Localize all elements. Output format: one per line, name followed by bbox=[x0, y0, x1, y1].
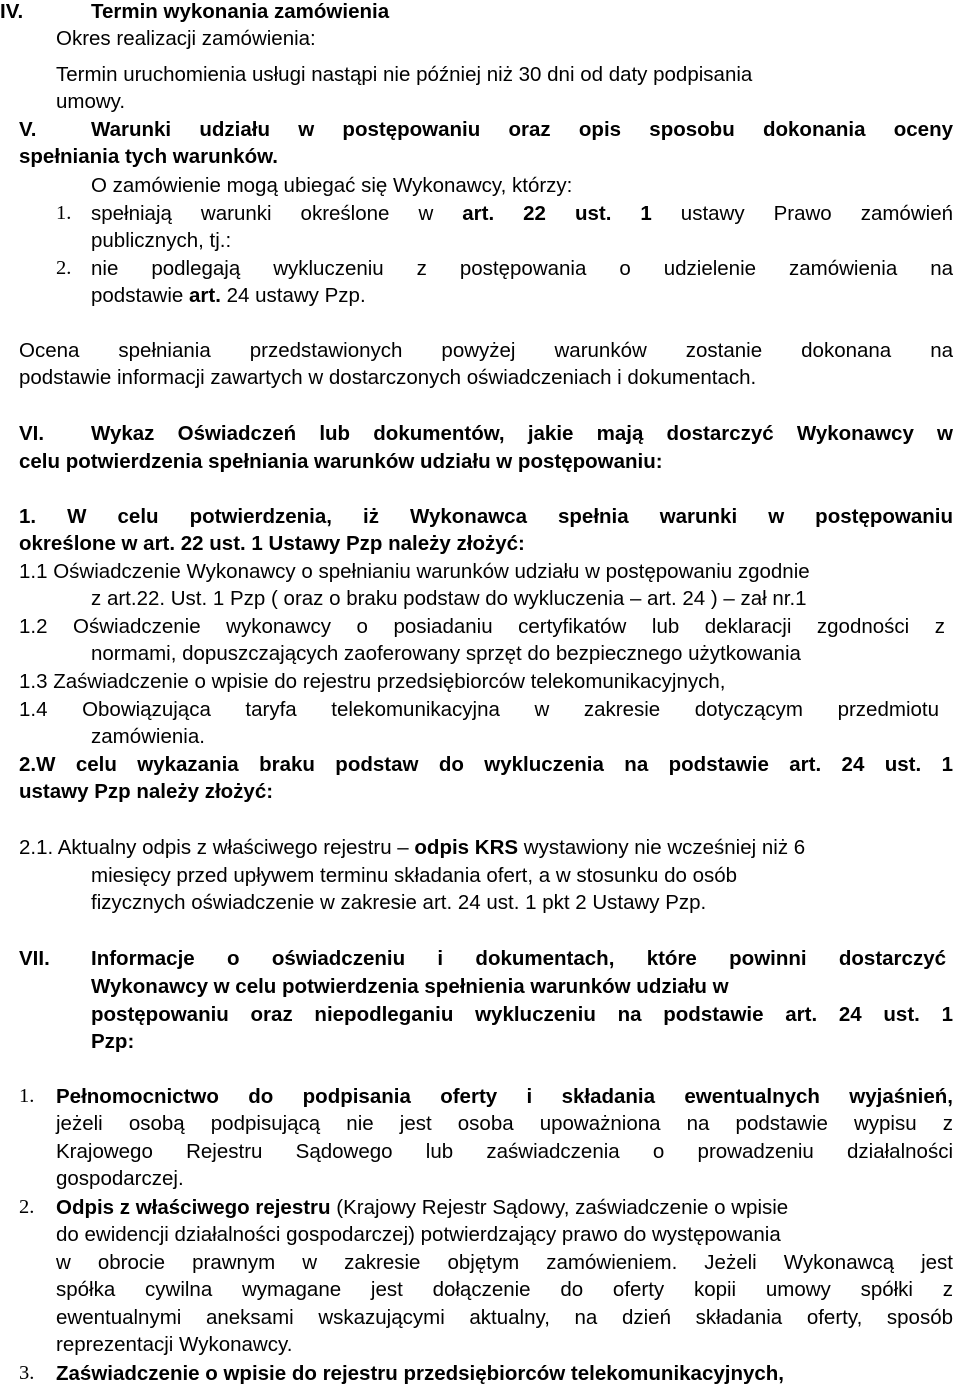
section-vi-item-1-4-line-2: zamówienia. bbox=[91, 725, 205, 748]
section-v-item-2-text-a: podstawie bbox=[91, 284, 190, 307]
section-vi-item-2-1-line-2: miesięcy przed upływem terminu składania ofert, a w stosunku do osób bbox=[91, 864, 738, 887]
section-v-item-1-text-c: ustawy Prawo zamówień bbox=[651, 202, 953, 225]
section-vii-item-3-number: 3. bbox=[19, 1362, 35, 1384]
section-vii-item-2-number: 2. bbox=[19, 1196, 35, 1218]
section-v-item-2-text-b: art. bbox=[189, 284, 221, 307]
section-vi-heading-1-line-1: 1. W celu potwierdzenia, iż Wykonawca spełnia warunki w postępowaniu bbox=[19, 505, 953, 528]
section-vi-item-1-3: 1.3 Zaświadczenie o wpisie do rejestru przedsiębiorców telekomunikacyjnych, bbox=[19, 670, 726, 693]
section-vii-title-line-3: postępowaniu oraz niepodleganiu wykluczeniu na podstawie art. 24 ust. 1 bbox=[91, 1003, 953, 1026]
section-vi-title-line-1: Wykaz Oświadczeń lub dokumentów, jakie mają dostarczyć Wykonawcy w bbox=[91, 422, 953, 445]
section-v-item-2-number: 2. bbox=[56, 257, 72, 279]
section-v-assessment-line-2: podstawie informacji zawartych w dostarczonych oświadczeniach i dokumentach. bbox=[19, 366, 757, 389]
section-vii-number: VII. bbox=[19, 947, 50, 970]
section-vi-item-2-1-line-3: fizycznych oświadczenie w zakresie art. 24 ust. 1 pkt 2 Ustawy Pzp. bbox=[91, 891, 707, 914]
section-vii-item-1-line-3: Krajowego Rejestru Sądowego lub zaświadczenia o prowadzeniu działalności bbox=[56, 1140, 953, 1163]
section-vii-item-2-line-5: ewentualnymi aneksami wskazującymi aktualny, na dzień składania oferty, sposób bbox=[56, 1306, 953, 1329]
section-vii-item-1-line-2: jeżeli osobą podpisującą nie jest osoba upoważniona na podstawie wypisu z bbox=[56, 1112, 953, 1135]
section-v-item-2-line-1: nie podlegają wykluczeniu z postępowania o udzielenie zamówienia na bbox=[91, 257, 953, 280]
section-v-item-1-number: 1. bbox=[56, 202, 72, 224]
section-vi-item-1-2-line-1: 1.2 Oświadczenie wykonawcy o posiadaniu certyfikatów lub deklaracji zgodności z bbox=[19, 615, 945, 638]
section-v-item-1-line-1 bbox=[91, 200, 953, 227]
section-vi-title-line-2: celu potwierdzenia spełniania warunków udziału w postępowaniu: bbox=[19, 450, 663, 473]
section-vi-item-2-1-text-a: 2.1. Aktualny odpis z właściwego rejestru – bbox=[19, 836, 415, 859]
section-vii-item-2-line-4: spółka cywilna wymagane jest dołączenie do oferty kopii umowy spółki z bbox=[56, 1278, 953, 1301]
section-vi-item-1-1-line-2: z art.22. Ust. 1 Pzp ( oraz o braku podstaw do wykluczenia – art. 24 ) – zał nr.1 bbox=[91, 587, 807, 610]
section-iv-title: Termin wykonania zamówienia bbox=[91, 0, 390, 23]
section-iv-number: IV. bbox=[0, 0, 24, 23]
section-vii-item-2-line-6: reprezentacji Wykonawcy. bbox=[56, 1333, 293, 1356]
section-v-number: V. bbox=[19, 118, 37, 141]
section-vi-number: VI. bbox=[19, 422, 45, 445]
section-vi-heading-1-line-2: określone w art. 22 ust. 1 Ustawy Pzp należy złożyć: bbox=[19, 532, 525, 555]
section-vii-item-2-line-2: do ewidencji działalności gospodarczej) potwierdzający prawo do występowania bbox=[56, 1223, 781, 1246]
section-vi-item-1-2-line-2: normami, dopuszczających zaoferowany sprzęt do bezpiecznego użytkowania bbox=[91, 642, 801, 665]
section-vi-item-2-1-krs: odpis KRS bbox=[414, 836, 519, 859]
section-v-item-1-text-b: art. 22 ust. 1 bbox=[462, 202, 652, 225]
section-vi-heading-2-line-1: 2.W celu wykazania braku podstaw do wykluczenia na podstawie art. 24 ust. 1 bbox=[19, 753, 953, 776]
section-vii-item-3-line-1: Zaświadczenie o wpisie do rejestru przedsiębiorców telekomunikacyjnych, bbox=[56, 1362, 784, 1385]
section-vii-item-1-number: 1. bbox=[19, 1085, 35, 1107]
section-vii-item-2-text-a: Odpis z właściwego rejestru bbox=[56, 1196, 331, 1219]
section-v-assessment-line-1: Ocena spełniania przedstawionych powyżej warunków zostanie dokonana na bbox=[19, 339, 953, 362]
section-vi-item-1-4-line-1: 1.4 Obowiązująca taryfa telekomunikacyjna w zakresie dotyczącym przedmiotu bbox=[19, 698, 939, 721]
section-iv-text-line-2: umowy. bbox=[56, 90, 126, 113]
section-vii-item-2-text-b: (Krajowy Rejestr Sądowy, zaświadczenie o wpisie bbox=[330, 1196, 789, 1219]
section-vi-item-1-1-line-1: 1.1 Oświadczenie Wykonawcy o spełnianiu warunków udziału w postępowaniu zgodnie bbox=[19, 560, 810, 583]
section-vii-item-1-line-1: Pełnomocnictwo do podpisania oferty i składania ewentualnych wyjaśnień, bbox=[56, 1085, 953, 1108]
section-vii-item-2-line-1 bbox=[56, 1194, 788, 1221]
section-v-intro: O zamówienie mogą ubiegać się Wykonawcy, którzy: bbox=[91, 174, 573, 197]
section-vii-title-line-1: Informacje o oświadczeniu i dokumentach, które powinni dostarczyć bbox=[91, 947, 946, 970]
section-vii-item-2-line-3: w obrocie prawnym w zakresie objętym zamówieniem. Jeżeli Wykonawcą jest bbox=[56, 1251, 953, 1274]
section-v-item-1-text-a: spełniają warunki określone w bbox=[91, 202, 463, 225]
section-vi-item-2-1-text-c: wystawiony nie wcześniej niż 6 bbox=[518, 836, 806, 859]
section-vi-heading-2-line-2: ustawy Pzp należy złożyć: bbox=[19, 780, 274, 803]
section-iv-text-line-1: Termin uruchomienia usługi nastąpi nie później niż 30 dni od daty podpisania bbox=[56, 63, 753, 86]
section-vii-title-line-4: Pzp: bbox=[91, 1030, 135, 1053]
section-vii-title-line-2: Wykonawcy w celu potwierdzenia spełnienia warunków udziału w bbox=[91, 975, 729, 998]
section-v-title-line-1: Warunki udziału w postępowaniu oraz opis sposobu dokonania oceny bbox=[91, 118, 953, 141]
section-iv-subtitle: Okres realizacji zamówienia: bbox=[56, 27, 316, 50]
section-vii-item-1-line-4: gospodarczej. bbox=[56, 1167, 184, 1190]
section-v-item-2-line-2 bbox=[91, 282, 366, 309]
section-v-item-1-line-2: publicznych, tj.: bbox=[91, 229, 232, 252]
section-v-item-2-text-c: 24 ustawy Pzp. bbox=[220, 284, 366, 307]
section-v-title-line-2: spełniania tych warunków. bbox=[19, 145, 278, 168]
section-vi-item-2-1-line-1 bbox=[19, 834, 805, 861]
